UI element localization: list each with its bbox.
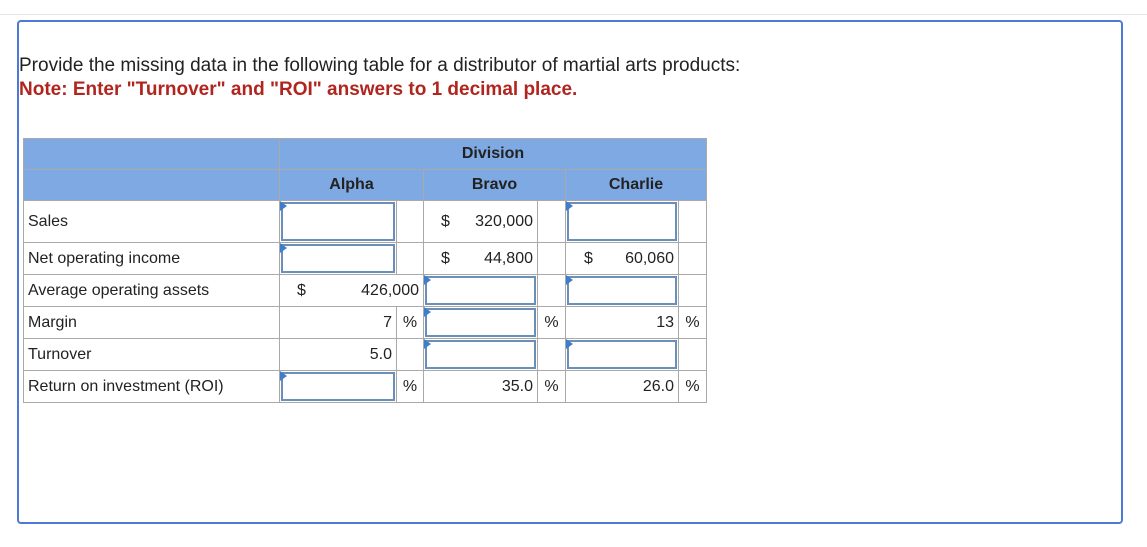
currency-sign: $ (297, 281, 306, 299)
charlie-roi-value: 26.0 (566, 371, 679, 403)
column-header-charlie: Charlie (566, 170, 707, 201)
input-marker-icon (280, 243, 287, 253)
bravo-turnover-input[interactable] (425, 340, 536, 369)
charlie-margin-value: 13 (566, 307, 679, 339)
row-label-sales: Sales (24, 201, 280, 243)
alpha-assets-value: 426,000 (361, 281, 419, 299)
row-label-roi: Return on investment (ROI) (24, 371, 280, 403)
charlie-noi-value: 60,060 (625, 249, 674, 267)
charlie-sales-cell (566, 201, 679, 243)
header-blank-2 (24, 170, 280, 201)
column-header-bravo: Bravo (424, 170, 566, 201)
input-marker-icon (566, 339, 573, 349)
charlie-turnover-input[interactable] (567, 340, 677, 369)
note-text: Note: Enter "Turnover" and "ROI" answers to 1 decimal place. (19, 79, 578, 100)
alpha-roi-cell (280, 371, 397, 403)
header-blank (24, 139, 280, 170)
bravo-roi-value: 35.0 (424, 371, 538, 403)
input-marker-icon (424, 275, 431, 285)
row-label-margin: Margin (24, 307, 280, 339)
row-label-turnover: Turnover (24, 339, 280, 371)
bravo-margin-cell (424, 307, 538, 339)
currency-sign: $ (441, 212, 450, 230)
input-marker-icon (566, 201, 573, 211)
percent-sign: % (397, 371, 424, 403)
input-marker-icon (280, 201, 287, 211)
alpha-assets-cell (280, 275, 424, 307)
bravo-assets-input[interactable] (425, 276, 536, 305)
row-label-noi: Net operating income (24, 243, 280, 275)
charlie-assets-input[interactable] (567, 276, 677, 305)
bravo-assets-cell (424, 275, 538, 307)
instruction-text: Provide the missing data in the following table for a distributor of martial arts products: (19, 55, 741, 76)
alpha-sales-cell (280, 201, 397, 243)
alpha-roi-input[interactable] (281, 372, 395, 401)
bravo-margin-input[interactable] (425, 308, 536, 337)
currency-sign: $ (584, 249, 593, 267)
column-header-alpha: Alpha (280, 170, 424, 201)
input-marker-icon (424, 307, 431, 317)
division-table (23, 138, 707, 403)
percent-sign: % (679, 307, 707, 339)
input-marker-icon (280, 371, 287, 381)
bravo-noi-value: 44,800 (484, 249, 533, 267)
bravo-turnover-cell (424, 339, 538, 371)
charlie-sales-input[interactable] (567, 202, 677, 241)
percent-sign: % (538, 307, 566, 339)
bravo-sales-cell (424, 201, 538, 243)
alpha-sales-input[interactable] (281, 202, 395, 241)
input-marker-icon (424, 339, 431, 349)
bravo-noi-cell (424, 243, 538, 275)
charlie-turnover-cell (566, 339, 679, 371)
charlie-assets-cell (566, 275, 679, 307)
percent-sign: % (397, 307, 424, 339)
alpha-turnover-value: 5.0 (280, 339, 397, 371)
top-divider (0, 14, 1147, 15)
input-marker-icon (566, 275, 573, 285)
charlie-noi-cell (566, 243, 679, 275)
currency-sign: $ (441, 249, 450, 267)
percent-sign: % (679, 371, 707, 403)
division-header: Division (280, 139, 707, 170)
alpha-margin-value: 7 (280, 307, 397, 339)
alpha-noi-input[interactable] (281, 244, 395, 273)
percent-sign: % (538, 371, 566, 403)
bravo-sales-value: 320,000 (475, 212, 533, 230)
alpha-noi-cell (280, 243, 397, 275)
row-label-assets: Average operating assets (24, 275, 280, 307)
